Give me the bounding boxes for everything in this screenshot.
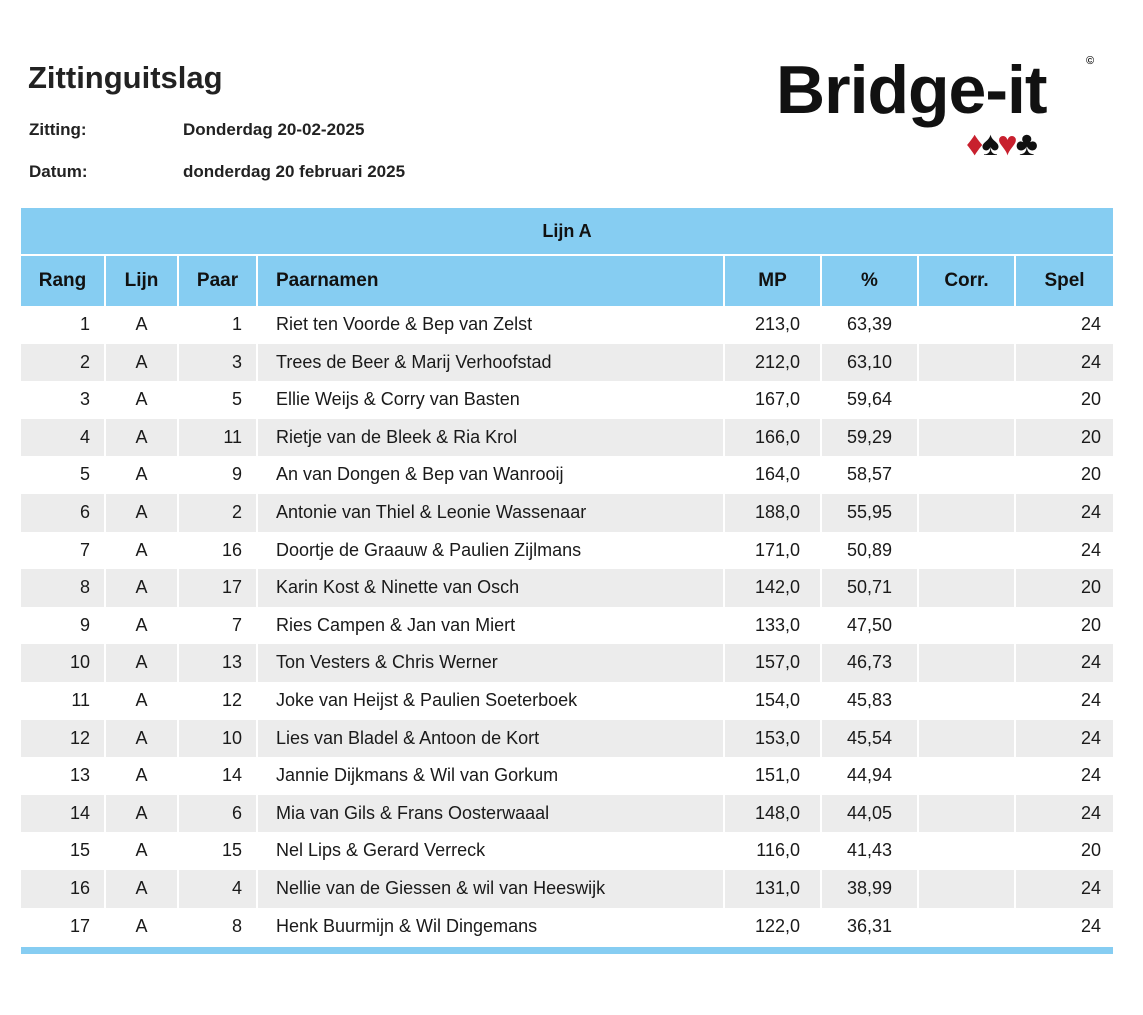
cell-corr (919, 832, 1014, 870)
cell-mp: 212,0 (725, 344, 820, 382)
cell-lijn: A (106, 344, 177, 382)
table-row (21, 419, 1113, 457)
column-header-spel: Spel (1016, 256, 1113, 306)
table-row (21, 344, 1113, 382)
cell-spel: 20 (1080, 464, 1101, 485)
cell-percent: 44,05 (822, 795, 917, 833)
cell-lijn: A (135, 614, 148, 635)
cell-percent: 63,10 (822, 344, 917, 382)
cell-spel: 20 (1080, 614, 1101, 635)
cell-lijn: A (106, 795, 177, 833)
cell-paar: 5 (231, 389, 242, 410)
column-header-paar: Paar (179, 256, 256, 306)
cell-paar: 16 (221, 539, 242, 560)
cell-paarnamen: Joke van Heijst & Paulien Soeterboek (276, 689, 578, 710)
results-table (21, 208, 1113, 954)
cell-lijn: A (135, 389, 148, 410)
cell-lijn: A (106, 419, 177, 457)
cell-paarnamen: Riet ten Voorde & Bep van Zelst (276, 314, 533, 334)
datum-label: Datum: (29, 162, 88, 181)
cell-lijn: A (135, 765, 148, 786)
table-row (21, 494, 1113, 532)
cell-corr (919, 644, 1014, 682)
cell-percent: 44,94 (846, 765, 893, 786)
table-row (21, 757, 1113, 795)
cell-paarnamen: Jannie Dijkmans & Wil van Gorkum (276, 765, 559, 786)
cell-mp: 171,0 (754, 539, 800, 560)
column-header-mp: MP (725, 256, 820, 306)
cell-paarnamen: Ellie Weijs & Corry van Basten (276, 389, 520, 410)
cell-paar: 10 (179, 720, 256, 758)
column-header-rang: Rang (21, 256, 104, 306)
page-title: Zittinguitslag (28, 60, 223, 95)
cell-paarnamen: Ries Campen & Jan van Miert (276, 614, 516, 635)
column-header-percent: % (822, 256, 917, 306)
cell-rang: 7 (79, 539, 90, 560)
table-bottom-bar (21, 947, 1113, 954)
cell-paarnamen: Lies van Bladel & Antoon de Kort (258, 720, 723, 758)
cell-corr (919, 344, 1014, 382)
cell-lijn: A (106, 870, 177, 908)
cell-mp: 131,0 (725, 870, 820, 908)
cell-rang: 11 (71, 689, 90, 710)
cell-lijn: A (135, 915, 148, 936)
cell-rang: 14 (21, 795, 104, 833)
table-row (21, 795, 1113, 833)
cell-percent: 38,99 (822, 870, 917, 908)
cell-paar: 17 (179, 569, 256, 607)
table-row (21, 870, 1113, 908)
cell-percent: 41,43 (846, 840, 893, 861)
cell-lijn: A (106, 644, 177, 682)
cell-percent: 46,73 (822, 644, 917, 682)
cell-paar: 13 (179, 644, 256, 682)
cell-percent: 50,89 (846, 539, 893, 560)
column-header-row (21, 256, 1113, 306)
cell-spel: 24 (1080, 539, 1101, 560)
table-row (21, 607, 1113, 645)
column-header-lijn: Lijn (106, 256, 177, 306)
cell-rang: 13 (69, 765, 90, 786)
cell-rang: 8 (21, 569, 104, 607)
cell-paarnamen: Karin Kost & Ninette van Osch (258, 569, 723, 607)
cell-corr (919, 757, 1014, 795)
cell-corr (919, 682, 1014, 720)
cell-spel: 24 (1016, 494, 1113, 532)
cell-spel: 20 (1016, 419, 1113, 457)
cell-paar: 14 (221, 765, 242, 786)
datum-value: donderdag 20 februari 2025 (183, 162, 406, 181)
cell-percent: 55,95 (822, 494, 917, 532)
cell-paar: 9 (231, 464, 242, 485)
cell-paarnamen: Rietje van de Bleek & Ria Krol (258, 419, 723, 457)
cell-mp: 154,0 (754, 689, 800, 710)
column-header-paarnamen: Paarnamen (258, 256, 723, 306)
table-row (21, 720, 1113, 758)
cell-corr (919, 720, 1014, 758)
table-row (21, 832, 1113, 870)
cell-mp: 153,0 (725, 720, 820, 758)
copyright-mark: © (1086, 55, 1095, 67)
cell-paar: 4 (179, 870, 256, 908)
cell-mp: 167,0 (754, 389, 800, 410)
cell-percent: 47,50 (846, 614, 893, 635)
cell-percent: 59,29 (822, 419, 917, 457)
cell-rang: 4 (21, 419, 104, 457)
cell-corr (919, 870, 1014, 908)
cell-spel: 24 (1016, 720, 1113, 758)
cell-paar: 11 (179, 419, 256, 457)
spade-icon: ♠ (981, 125, 998, 163)
diamond-icon: ♦ (966, 125, 982, 163)
table-row (21, 456, 1113, 494)
cell-lijn: A (106, 720, 177, 758)
cell-percent: 59,64 (846, 389, 893, 410)
cell-percent: 45,83 (846, 689, 893, 710)
cell-percent: 36,31 (846, 915, 893, 936)
table-row (21, 532, 1113, 570)
cell-rang: 15 (69, 840, 90, 861)
cell-paar: 15 (221, 840, 242, 861)
cell-corr (919, 419, 1014, 457)
cell-percent: 58,57 (846, 464, 893, 485)
cell-mp: 142,0 (725, 569, 820, 607)
cell-corr (919, 569, 1014, 607)
cell-spel: 24 (1016, 344, 1113, 382)
cell-spel: 24 (1016, 795, 1113, 833)
cell-paarnamen: Doortje de Graauw & Paulien Zijlmans (276, 539, 582, 560)
cell-mp: 157,0 (725, 644, 820, 682)
cell-mp: 188,0 (725, 494, 820, 532)
cell-paarnamen: Ton Vesters & Chris Werner (258, 644, 723, 682)
cell-paar: 8 (231, 915, 242, 936)
cell-mp: 133,0 (754, 614, 800, 635)
cell-rang: 9 (79, 614, 90, 635)
table-row (21, 569, 1113, 607)
cell-rang: 2 (21, 344, 104, 382)
cell-percent: 45,54 (822, 720, 917, 758)
cell-lijn: A (135, 689, 148, 710)
cell-lijn: A (106, 494, 177, 532)
cell-spel: 24 (1080, 689, 1101, 710)
cell-lijn: A (135, 314, 148, 334)
table-row (21, 306, 1113, 344)
table-row (21, 682, 1113, 720)
zitting-label: Zitting: (29, 120, 87, 139)
cell-corr (919, 494, 1014, 532)
table-row (21, 381, 1113, 419)
cell-mp: 116,0 (756, 840, 800, 861)
cell-rang: 6 (21, 494, 104, 532)
cell-corr (919, 532, 1014, 570)
zitting-value: Donderdag 20-02-2025 (183, 120, 365, 139)
cell-paarnamen: Nellie van de Giessen & wil van Heeswijk (258, 870, 723, 908)
cell-spel: 24 (1016, 644, 1113, 682)
cell-corr (919, 381, 1014, 419)
table-row (21, 644, 1113, 682)
cell-mp: 166,0 (725, 419, 820, 457)
cell-rang: 5 (79, 464, 90, 485)
cell-lijn: A (135, 840, 148, 861)
heart-icon: ♥ (997, 125, 1016, 163)
table-body (21, 306, 1113, 945)
cell-paarnamen: Nel Lips & Gerard Verreck (276, 840, 486, 861)
cell-paarnamen: Henk Buurmijn & Wil Dingemans (276, 915, 538, 936)
cell-rang: 16 (21, 870, 104, 908)
cell-mp: 151,0 (754, 765, 800, 786)
cell-corr (919, 795, 1014, 833)
cell-percent: 50,71 (822, 569, 917, 607)
cell-paarnamen: Antonie van Thiel & Leonie Wassenaar (258, 494, 723, 532)
cell-paar: 7 (231, 614, 242, 635)
cell-paar: 12 (221, 689, 242, 710)
column-header-corr: Corr. (919, 256, 1014, 306)
cell-percent: 63,39 (846, 314, 893, 334)
cell-lijn: A (135, 539, 148, 560)
cell-paarnamen: Mia van Gils & Frans Oosterwaaal (258, 795, 723, 833)
cell-mp: 213,0 (754, 314, 800, 334)
bridge-it-logo (776, 50, 1106, 165)
cell-spel: 24 (1016, 870, 1113, 908)
club-icon: ♣ (1015, 125, 1036, 163)
cell-paar: 1 (231, 314, 242, 334)
cell-spel: 24 (1080, 765, 1101, 786)
cell-spel: 20 (1080, 389, 1101, 410)
cell-paarnamen: Trees de Beer & Marij Verhoofstad (258, 344, 723, 382)
cell-corr (919, 607, 1014, 645)
cell-spel: 20 (1016, 569, 1113, 607)
cell-mp: 122,0 (754, 915, 800, 936)
logo-text: Bridge-it (776, 52, 1047, 128)
cell-corr (919, 306, 1014, 344)
cell-spel: 24 (1080, 314, 1101, 334)
cell-spel: 20 (1080, 840, 1101, 861)
cell-paar: 2 (179, 494, 256, 532)
cell-corr (919, 456, 1014, 494)
cell-paarnamen: An van Dongen & Bep van Wanrooij (276, 464, 564, 485)
section-header: Lijn A (21, 208, 1113, 254)
cell-lijn: A (106, 569, 177, 607)
cell-mp: 148,0 (725, 795, 820, 833)
cell-rang: 10 (21, 644, 104, 682)
cell-rang: 17 (69, 915, 90, 936)
card-suits (966, 124, 1036, 164)
cell-rang: 1 (79, 314, 90, 334)
table-row (21, 908, 1113, 946)
cell-rang: 3 (79, 389, 90, 410)
cell-paar: 3 (179, 344, 256, 382)
cell-paar: 6 (179, 795, 256, 833)
cell-spel: 24 (1080, 915, 1101, 936)
cell-corr (919, 908, 1014, 946)
cell-lijn: A (135, 464, 148, 485)
cell-rang: 12 (21, 720, 104, 758)
cell-mp: 164,0 (754, 464, 800, 485)
